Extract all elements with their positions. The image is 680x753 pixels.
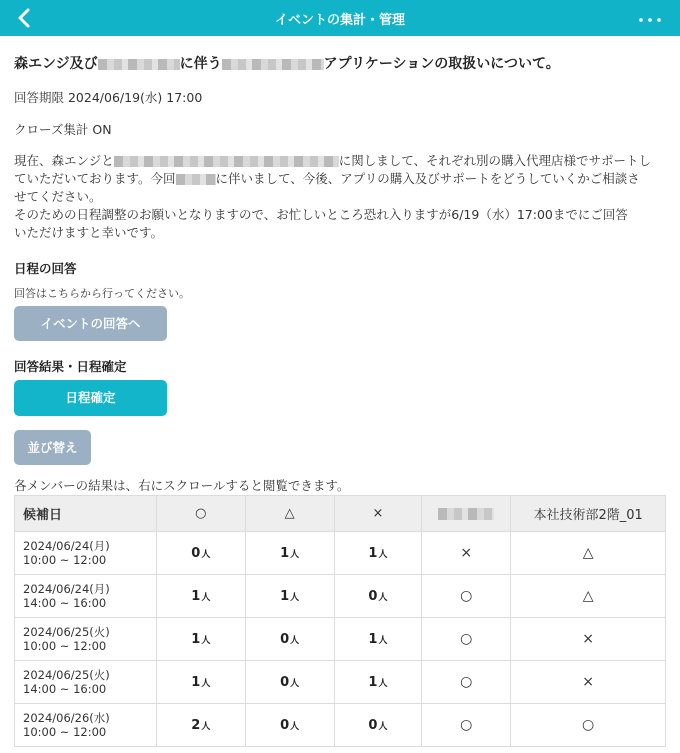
member-answer: ○ [422,618,511,661]
table-row [15,618,666,661]
candidate-date: 2024/06/24(月) 14:00 ~ 16:00 [15,575,157,618]
results-table-container[interactable] [14,495,666,753]
count-maru: 1人 [156,618,245,661]
results-table [14,495,666,747]
member-answer: ○ [422,704,511,747]
count-sankaku: 1人 [245,575,334,618]
member-answer: △ [511,575,666,618]
table-header-row [15,496,666,532]
sort-button[interactable]: 並び替え [14,430,91,465]
schedule-answer-note: 回答はこちらから行ってください。 [14,287,190,300]
go-to-answer-button[interactable]: イベントの回答へ [14,306,167,341]
member-answer: × [422,532,511,575]
table-row [15,532,666,575]
scroll-note: 各メンバーの結果は、右にスクロールすると閲覧できます。 [14,478,350,493]
column-header-batsu: × [334,496,422,532]
count-sankaku: 0人 [245,704,334,747]
page-title: イベントの集計・管理 [274,13,405,28]
event-title: 森エンジ及び に伴う アプリケーションの取扱いについて。 [14,56,560,72]
count-maru: 2人 [156,704,245,747]
count-sankaku: 0人 [245,618,334,661]
column-header-sankaku: △ [245,496,334,532]
app-header [0,0,680,36]
member-answer: × [511,618,666,661]
candidate-date: 2024/06/24(月) 10:00 ~ 12:00 [15,532,157,575]
results-heading: 回答結果・日程確定 [14,359,127,374]
confirm-schedule-button[interactable]: 日程確定 [14,380,167,416]
count-batsu: 0人 [334,704,422,747]
redacted-text [114,156,339,167]
count-maru: 0人 [156,532,245,575]
column-header-date: 候補日 [15,496,157,532]
count-batsu: 0人 [334,575,422,618]
count-maru: 1人 [156,661,245,704]
redacted-text [438,508,494,520]
deadline-text: 回答期限 2024/06/19(水) 17:00 [14,90,203,105]
member-answer: △ [511,532,666,575]
member-answer: ○ [422,661,511,704]
count-batsu: 1人 [334,532,422,575]
member-answer: × [511,661,666,704]
count-batsu: 1人 [334,661,422,704]
table-row [15,661,666,704]
redacted-text [222,59,324,70]
column-header-member: 本社技術部2階_01 [511,496,666,532]
count-maru: 1人 [156,575,245,618]
table-row [15,704,666,747]
count-batsu: 1人 [334,618,422,661]
member-answer: ○ [422,575,511,618]
count-sankaku: 0人 [245,661,334,704]
event-description: 現在、森エンジと に関しまして、それぞれ別の購入代理店様でサポートし ていただいております。今回 に伴いまして、今後、アプリの購入及びサポートをどうしていくかご相談さ せてください。 そのための日程調整のお願いとなりますので、お忙しいところ恐れ入りますが6/19（水）17:00までにご回答 いただけますと幸いです。 [14,153,651,240]
redacted-text [98,59,180,70]
candidate-date: 2024/06/25(火) 10:00 ~ 12:00 [15,618,157,661]
column-header-maru: ○ [156,496,245,532]
candidate-date: 2024/06/25(火) 14:00 ~ 16:00 [15,661,157,704]
candidate-date: 2024/06/26(水) 10:00 ~ 12:00 [15,704,157,747]
redacted-text [176,174,216,185]
table-row [15,575,666,618]
schedule-answer-heading: 日程の回答 [14,261,77,276]
member-answer: ○ [511,704,666,747]
close-setting-text: クローズ集計 ON [14,122,112,137]
column-header-member-redacted [422,496,511,532]
count-sankaku: 1人 [245,532,334,575]
more-menu-icon[interactable]: ･･･ [636,11,664,30]
